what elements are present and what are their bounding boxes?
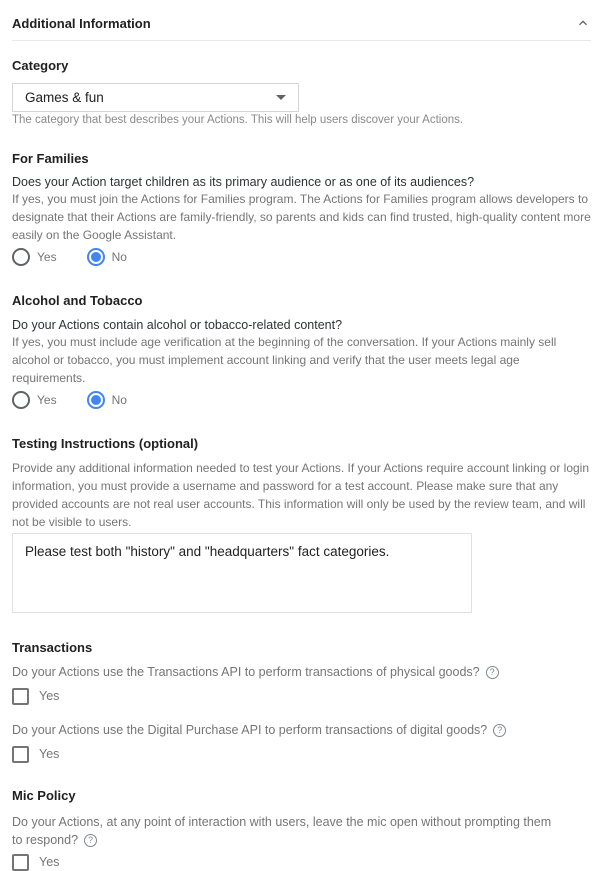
radio-selected-icon	[87, 391, 105, 409]
for-families-radio-group	[12, 248, 591, 266]
alcohol-tobacco-description: If yes, you must include age verification at the beginning of the conversation. If your Actions mainly sell alcohol or tobacco, you must implement account linking and verify that the user meets legal age requirements.	[12, 335, 557, 385]
alcohol-tobacco-heading: Alcohol and Tobacco	[12, 293, 143, 308]
mic-policy-heading: Mic Policy	[12, 788, 76, 803]
mic-policy-question	[12, 813, 591, 849]
chevron-up-icon	[575, 15, 591, 34]
radio-yes-label: Yes	[37, 393, 57, 407]
transactions-digital-checkbox[interactable]	[12, 746, 29, 763]
testing-instructions-description: Provide any additional information needed to test your Actions. If your Actions require account linking or login information, you must provide a username and password for a test account. Please make sure that any provided accounts are not real user accounts. This information will only be used by the review team, and will not be visible to users.	[12, 461, 590, 529]
checkbox-label: Yes	[39, 689, 60, 703]
radio-unselected-icon	[12, 391, 30, 409]
transactions-physical-checkbox[interactable]	[12, 688, 29, 705]
help-icon[interactable]: ?	[493, 724, 506, 737]
caret-down-icon	[276, 95, 286, 100]
alcohol-tobacco-radio-group	[12, 391, 591, 409]
for-families-description: If yes, you must join the Actions for Families program. The Actions for Families program allows developers to designate that their Actions are family-friendly, so parents and kids can find trusted, high-quality content more easily on the Google Assistant.	[12, 192, 591, 242]
for-families-heading: For Families	[12, 151, 89, 166]
transactions-physical-question: Do your Actions use the Transactions API to perform transactions of physical goods?	[12, 665, 480, 679]
transactions-digital-question: Do your Actions use the Digital Purchase API to perform transactions of digital goods?	[12, 723, 488, 737]
panel-title: Additional Information	[12, 16, 151, 31]
mic-policy-question-line2: to respond?	[12, 833, 79, 847]
header-divider	[12, 40, 591, 41]
testing-instructions-input[interactable]	[12, 533, 472, 613]
transactions-physical-checkbox-row	[12, 687, 591, 705]
category-label: Category	[12, 58, 69, 73]
collapse-section-button[interactable]	[575, 15, 591, 34]
transactions-digital-question-row	[12, 723, 591, 738]
alcohol-tobacco-radio-no[interactable]	[87, 391, 127, 409]
for-families-question: Does your Action target children as its primary audience or as one of its audiences?	[12, 175, 475, 189]
panel-header	[12, 16, 591, 32]
alcohol-tobacco-radio-yes[interactable]	[12, 391, 57, 409]
mic-policy-checkbox[interactable]	[12, 854, 29, 871]
category-helper-text: The category that best describes your Actions. This will help users discover your Actions.	[12, 114, 464, 126]
radio-unselected-icon	[12, 248, 30, 266]
transactions-physical-question-row	[12, 665, 591, 680]
help-icon[interactable]: ?	[84, 834, 97, 847]
radio-yes-label: Yes	[37, 250, 57, 264]
mic-policy-question-line1: Do your Actions, at any point of interaction with users, leave the mic open without prompting them	[12, 815, 552, 829]
mic-policy-question-line2-row	[12, 831, 591, 849]
help-icon[interactable]: ?	[486, 666, 499, 679]
category-selected-value: Games & fun	[25, 90, 104, 105]
transactions-digital-checkbox-row	[12, 745, 591, 763]
radio-no-label: No	[111, 250, 127, 264]
radio-selected-icon	[87, 248, 105, 266]
checkbox-label: Yes	[39, 855, 60, 869]
radio-no-label: No	[111, 393, 127, 407]
alcohol-tobacco-question: Do your Actions contain alcohol or tobacco-related content?	[12, 318, 343, 332]
for-families-radio-yes[interactable]	[12, 248, 57, 266]
category-select[interactable]	[12, 83, 299, 112]
for-families-radio-no[interactable]	[87, 248, 127, 266]
mic-policy-checkbox-row	[12, 853, 591, 871]
checkbox-label: Yes	[39, 747, 60, 761]
testing-instructions-heading: Testing Instructions (optional)	[12, 436, 199, 451]
transactions-heading: Transactions	[12, 640, 93, 655]
